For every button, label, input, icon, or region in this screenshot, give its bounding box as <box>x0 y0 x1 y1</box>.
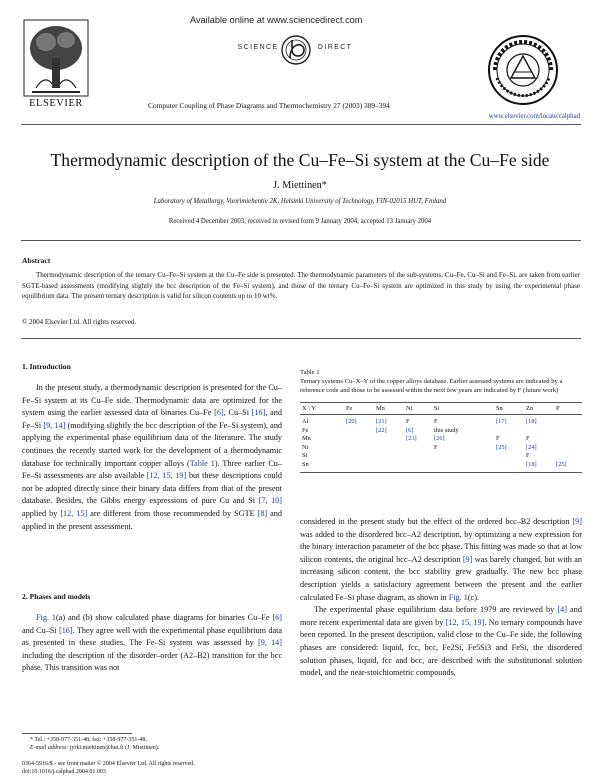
ref-link[interactable]: [12, 15, 19] <box>146 471 187 481</box>
article-author: J. Miettinen* <box>273 180 327 191</box>
sciencedirect-wordmark: SCIENCE DIRECT <box>237 44 353 51</box>
table-cell[interactable]: [18] <box>524 461 554 472</box>
footnote-contact: * Tel.: +358-977-351-48; fax: +358-977-351-48. <box>30 737 147 743</box>
section-heading-phases: 2. Phases and models <box>22 592 91 601</box>
table-cell[interactable]: [24] <box>526 443 537 451</box>
author-footnote <box>30 736 159 752</box>
table-cell <box>494 427 524 436</box>
ref-link[interactable]: [4] <box>557 605 567 615</box>
table-header-cell: Si <box>432 403 494 415</box>
table-row <box>300 427 582 436</box>
table-cell[interactable]: [17] <box>496 418 507 425</box>
table-cell: F <box>434 443 438 451</box>
table-cell: Al <box>302 418 309 425</box>
article-dates: Received 4 December 2003; received in revised form 9 January 2004; accepted 13 January 2004 <box>168 218 432 225</box>
issn-line: 0364-5916/$ - see front matter © 2004 Elsevier Ltd. All rights reserved. <box>22 761 195 767</box>
footnote-rule <box>22 733 132 734</box>
sciencedirect-d-logo <box>220 28 370 68</box>
table-cell[interactable]: [22] <box>376 426 387 434</box>
table-cell <box>344 427 374 436</box>
table-cell <box>432 461 494 472</box>
table-cell <box>374 461 404 472</box>
table-cell: this study <box>434 426 459 434</box>
table-cell[interactable]: [6] <box>406 426 414 434</box>
author-affiliation: Laboratory of Metallurgy, Vuorimiehentie 2K, Helsinki University of Technology, FIN-02015 HUT, Finland <box>153 198 447 205</box>
table-cell: F <box>496 435 500 443</box>
table-cell[interactable]: [18] <box>526 418 537 425</box>
table-cell <box>494 461 524 472</box>
ref-link[interactable]: [16] <box>251 408 266 418</box>
table-cell: Si <box>302 452 308 460</box>
table-cell: Fe <box>302 426 309 434</box>
right-column-text: considered in the present study but the effect of the ordered bcc–B2 description [9] was added to the disordered bcc–A2 description, by optimizing a new expression for the binary interaction parameter of the bcc phase. This fitting was made so that at low silicon contents, the original bcc–A2 description [9] was barely changed, but with an increasing silicon content, the bcc stability grew gradually. The new bcc phase description yields a satisfactory agreement between the present and the earlier calculated Fe–Si phase diagram, as shown in Fig. 1(c). The experimental phase equilibrium data before 1979 are reviewed by [4] and more recent experimental data are given by [12, 15, 19]. No ternary compounds have been reported. In the present description, valid close to the Cu–Fe side, the following phases are considered: liquid, fcc, bcc, Fe2Si, Fe5Si3 and FeSi, the disordered solution phases, liquid, fcc and bcc, are described with the substitutional solution model, and the near-stoichiometric compounds, <box>300 517 582 678</box>
table-header-cell: X \ Y <box>300 403 344 415</box>
footnote-email: E-mail address: jyrki.miettinen@hut.fi (J. Miettinen). <box>30 745 160 751</box>
table-row <box>300 435 582 444</box>
table-cell <box>554 435 582 444</box>
journal-url-link[interactable]: www.elsevier.com/locate/calphad <box>488 113 580 120</box>
table-cell <box>404 452 432 461</box>
table-header-cell: Zn <box>524 403 554 415</box>
table-cell[interactable]: [25] <box>554 461 582 472</box>
table-cell <box>554 444 582 453</box>
table-cell <box>374 444 404 453</box>
table-cell <box>344 444 374 453</box>
issn-doi <box>22 760 195 776</box>
table-cell[interactable]: [25] <box>496 443 507 451</box>
table-cell: Sn <box>300 461 344 472</box>
ref-link[interactable]: [7, 10] <box>258 496 283 506</box>
calphad-seal-logo <box>487 34 559 106</box>
ref-link[interactable]: [6] <box>272 613 282 622</box>
table-cell <box>494 452 524 461</box>
doi-line: doi:10.1016/j.calphad.2004.01.003 <box>22 769 106 775</box>
table-cell <box>374 435 404 444</box>
table-caption-text: Ternary systems Cu–X–Y of the copper alloys database. Earlier assessed systems are indicated by a reference code and those to be assessed within the next few years are indicated by F (future work) <box>300 378 563 394</box>
journal-citation: Computer Coupling of Phase Diagrams and Thermochemistry 27 (2003) 389–394 <box>148 101 390 110</box>
table-cell <box>554 415 582 427</box>
table-cell <box>344 435 374 444</box>
table-cell: F <box>434 418 438 425</box>
ref-link[interactable]: [8] <box>257 508 268 518</box>
table-cell <box>554 452 582 461</box>
table-header-cell: Fe <box>344 403 374 415</box>
ref-link[interactable]: [9] <box>462 554 473 564</box>
figure-link[interactable]: Fig. 1 <box>448 592 468 602</box>
elsevier-tree-icon <box>22 18 90 98</box>
table-cell: F <box>406 418 410 425</box>
abstract-top-rule <box>21 240 581 241</box>
figure-link[interactable]: Fig. 1 <box>36 613 57 622</box>
ref-link[interactable]: [12, 15, 19] <box>445 617 485 627</box>
ref-link[interactable]: [6] <box>214 408 224 418</box>
table-cell <box>404 444 432 453</box>
phases-text: Fig. 1(a) and (b) show calculated phase diagrams for binaries Cu–Fe [6] and Cu–Si [16]. They agree well with the experimental phase equilibrium data as presented in these studies. The Fe–Si system was assessed by [9, 14] including the description of the disorder–order (A2–B2) transition for the bcc phase. This transition was not <box>22 613 282 673</box>
available-online: Available online at www.sciencedirect.com <box>190 15 363 25</box>
table-header-cell: Ni <box>404 403 432 415</box>
table-row <box>300 452 582 461</box>
ref-link[interactable]: [12, 15] <box>60 508 88 518</box>
table-cell <box>432 452 494 461</box>
ref-link[interactable]: [9, 14] <box>257 638 282 648</box>
table-link[interactable]: Table 1 <box>189 458 215 468</box>
table-cell <box>524 427 554 436</box>
table-header-cell: Sn <box>494 403 524 415</box>
table-cell <box>374 452 404 461</box>
elsevier-tree-logo <box>22 18 90 110</box>
elsevier-wordmark: ELSEVIER <box>29 98 83 109</box>
ternary-systems-table <box>300 402 582 473</box>
calphad-seal-icon <box>487 34 559 106</box>
table-cell: Mn <box>302 435 311 443</box>
abstract-copyright: © 2004 Elsevier Ltd. All rights reserved. <box>22 318 137 326</box>
abstract-heading: Abstract <box>22 256 51 265</box>
table-cell <box>344 461 374 472</box>
table-row <box>300 461 582 472</box>
table-cell[interactable]: [20] <box>346 418 357 425</box>
table-cell: F <box>526 452 530 460</box>
ref-link[interactable]: [9, 14] <box>43 420 66 430</box>
table-cell <box>404 461 432 472</box>
table-cell: F <box>526 435 530 443</box>
section-heading-introduction: 1. Introduction <box>22 362 71 371</box>
table-cell[interactable]: [26] <box>434 435 445 443</box>
table-caption-title: Table 1 <box>300 369 320 376</box>
header-rule <box>21 124 581 125</box>
abstract-text: Thermodynamic description of the ternary Cu–Fe–Si system at the Cu–Fe side is presented. The thermodynamic parameters of the sub-systems, Cu–Fe, Cu–Si and Fe–Si, are taken from earlier SGTE-based assessments (modifying slightly the bcc description of the Fe–Si system), and those of the ternary Cu–Fe–Si system are optimized in this study by using the experimental phase equilibrium data. The present ternary description is valid for silicon contents up to 10 wt%. <box>22 271 580 301</box>
introduction-text: In the present study, a thermodynamic description is presented for the Cu–Fe–Si system at its Cu–Fe side. Thermodynamic data are optimized for the system using the earlier assessed data of binaries Cu–Fe [6], Cu–Si [16], and Fe–Si [9, 14] (modifying slightly the bcc description of the Fe–Si system), and applying the experimental phase equilibrium data of the literature. The study continues the recently started work for the development of a thermodynamic database for technically important copper alloys (Table 1). Three earlier Cu–Fe–Si assessments are also available [12, 15, 19] but these descriptions could not be adopted directly since their binary data differs from that of the present database. Besides, the Gibbs energy expressions of pure Cu and Si [7, 10] applied by [12, 15] are different from those recommended by SGTE [8] and applied in the present assessment. <box>22 383 283 531</box>
table-header-cell: P <box>554 403 582 415</box>
table-cell <box>554 427 582 436</box>
ref-link[interactable]: [16] <box>58 625 73 635</box>
table-cell[interactable]: [23] <box>406 435 417 443</box>
article-title: Thermodynamic description of the Cu–Fe–Si system at the Cu–Fe side <box>50 150 550 170</box>
table-cell[interactable]: [21] <box>376 418 387 425</box>
abstract-bottom-rule <box>21 338 581 339</box>
table-cell: Ni <box>302 443 309 451</box>
ref-link[interactable]: [9] <box>572 517 582 526</box>
table-header-cell: Mn <box>374 403 404 415</box>
table-row <box>300 415 582 427</box>
table-cell <box>344 452 374 461</box>
table-header-row <box>300 403 582 415</box>
table-row <box>300 444 582 453</box>
table-caption <box>300 368 582 395</box>
